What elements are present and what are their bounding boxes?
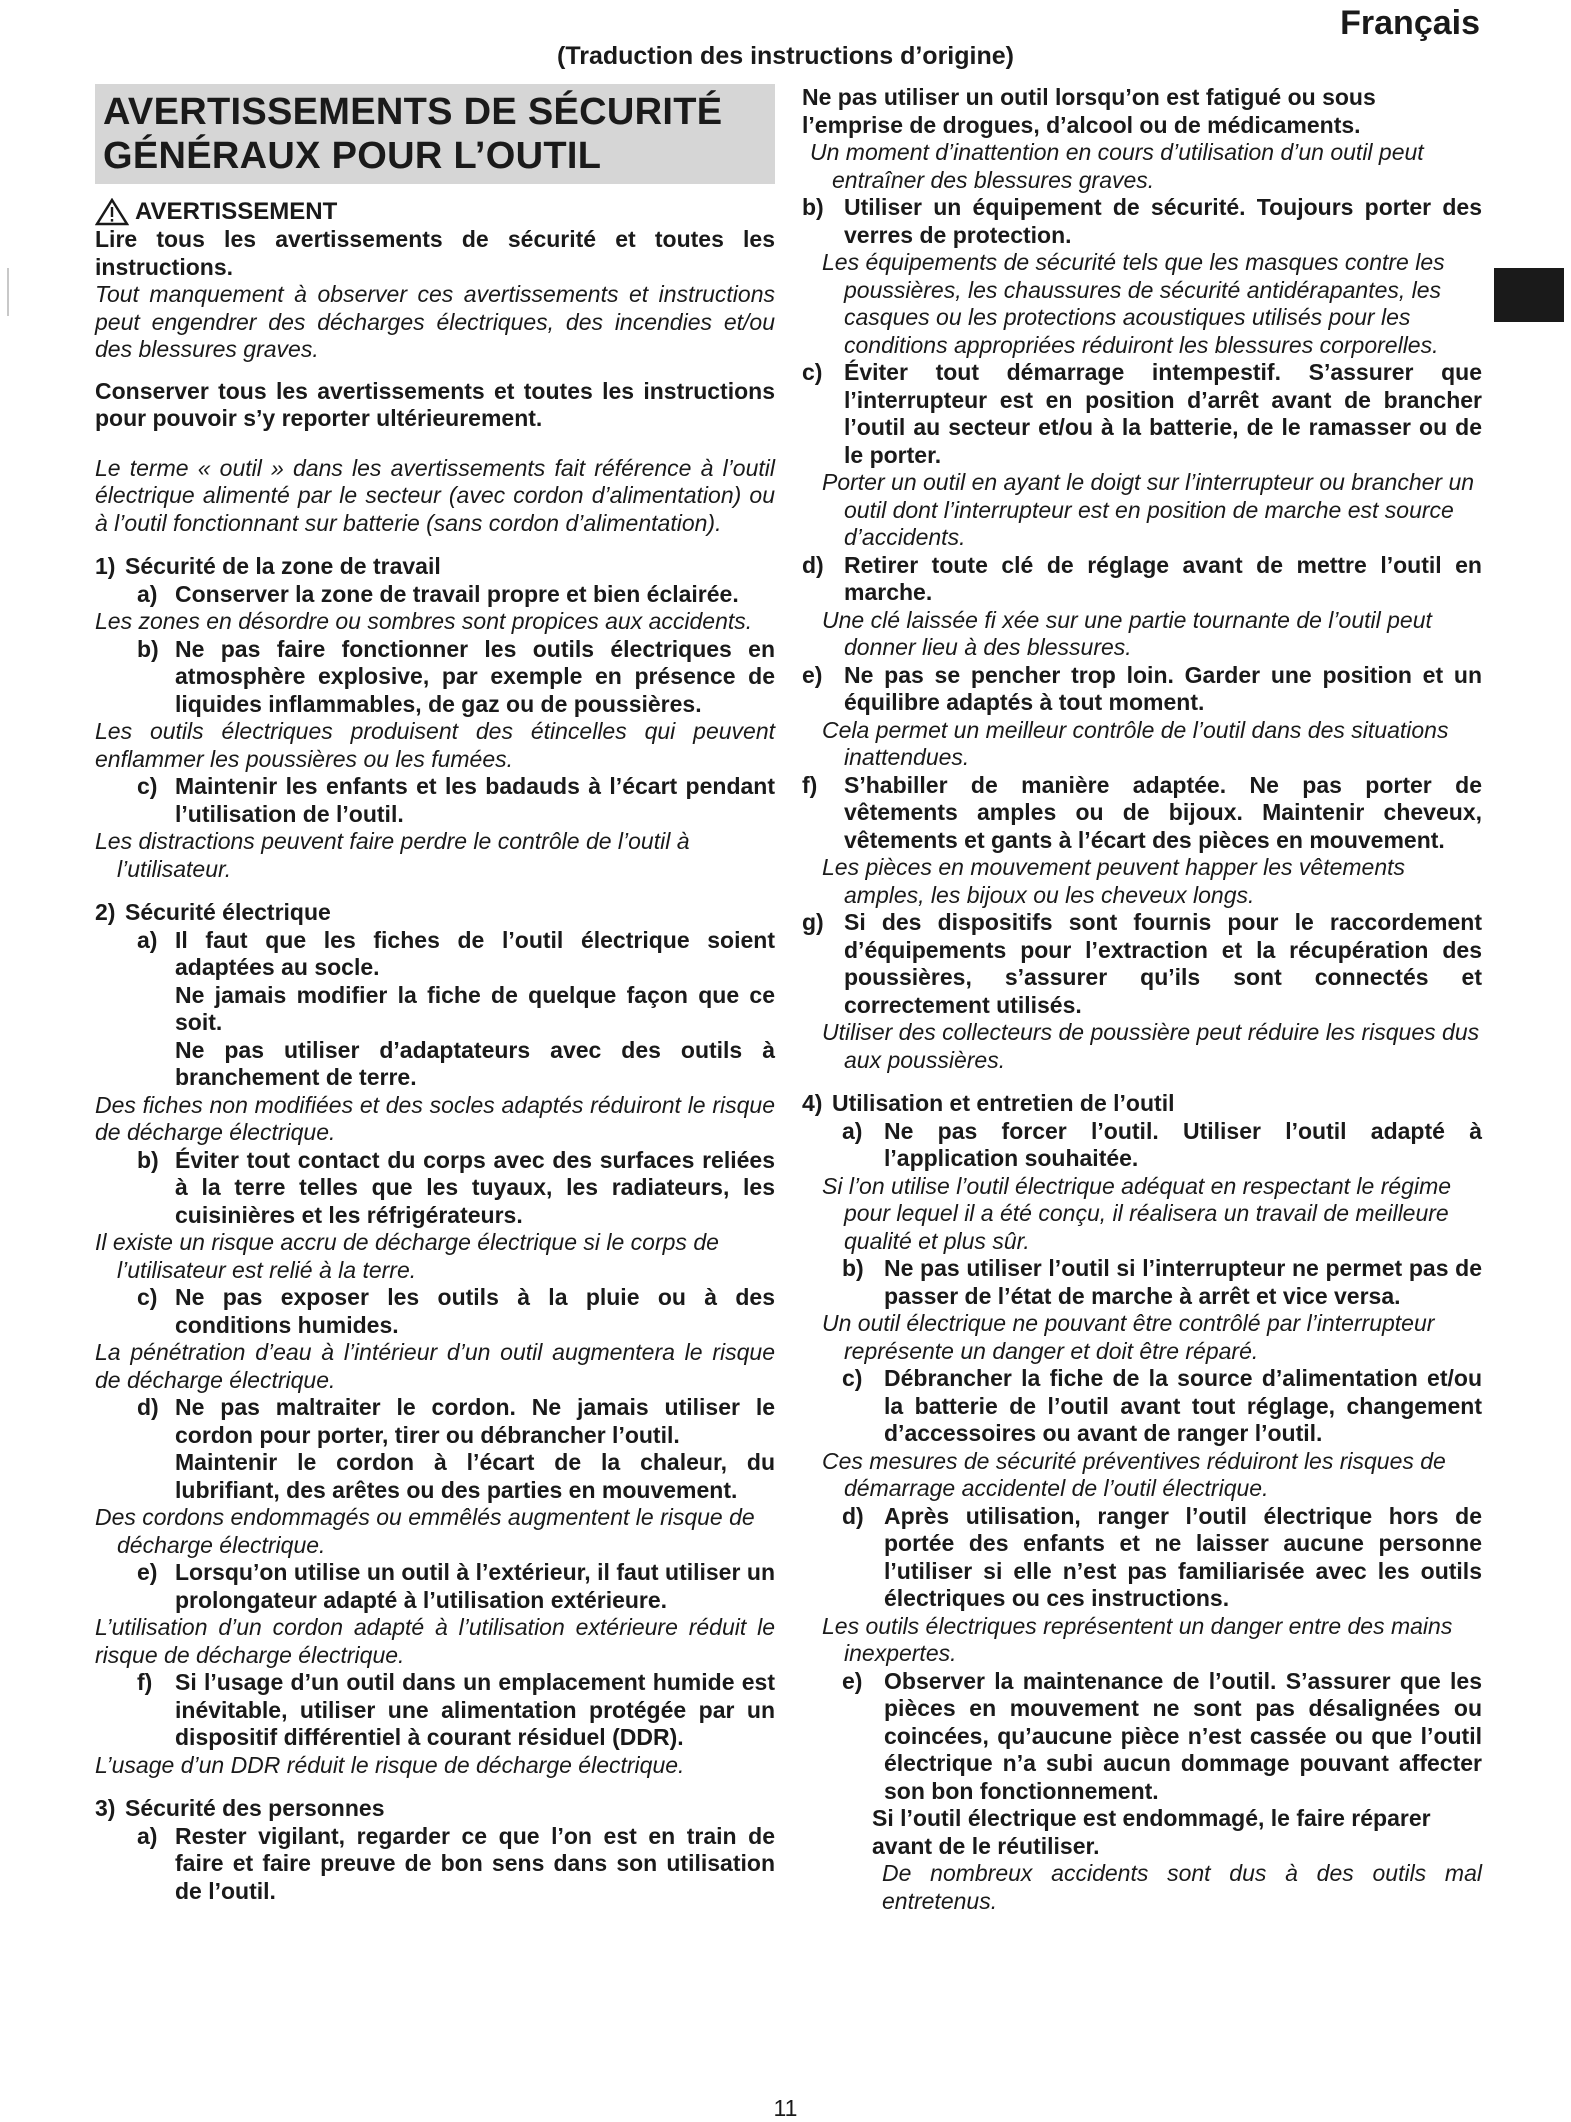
translation-subtitle: (Traduction des instructions d’origine): [557, 42, 1014, 70]
item-2f: f) Si l’usage d’un outil dans un emplacement humide est inévitable, utiliser une alimentation protégée par un dispositif différentiel à courant résiduel (DDR).: [137, 1669, 775, 1750]
item-2a-explanation: Des fiches non modifiées et des socles adaptés réduiront le risque de décharge électrique.: [95, 1091, 775, 1145]
item-4c: c) Débrancher la fiche de la source d’alimentation et/ou la batterie de l’outil avant tout réglage, changement d’accessoires ou avant de ranger l’outil.: [842, 1365, 1482, 1446]
item-4b: b) Ne pas utiliser l’outil si l’interrupteur ne permet pas de passer de l’état de marche à arrêt et vice versa.: [842, 1255, 1482, 1309]
item-4b-explanation: Un outil électrique ne pouvant être contrôlé par l’interrupteur représente un danger et doit être réparé.: [822, 1310, 1435, 1364]
item-3g: g) Si des dispositifs sont fournis pour le raccordement d’équipements pour l’extraction et la récupération des poussières, s’assurer qu’ils sont connectés et correctement utilisés.: [802, 909, 1482, 1018]
keep-instructions: Conserver tous les avertissements et toutes les instructions pour pouvoir s’y reporter ultérieurement.: [95, 377, 775, 431]
item-2d: d) Ne pas maltraiter le cordon. Ne jamais utiliser le cordon pour porter, tirer ou débrancher l’outil. Maintenir le cordon à l’écart de la chaleur, du lubrifiant, des arêtes ou des parties en mouvement.: [137, 1394, 775, 1503]
item-2a: a) Il faut que les fiches de l’outil électrique soient adaptées au socle. Ne jamais modifier la fiche de quelque façon que ce soit. Ne pas utiliser d’adaptateurs avec des outils à branchement de terre.: [137, 926, 775, 1090]
item-2b: b) Éviter tout contact du corps avec des surfaces reliées à la terre telles que les tuyaux, les radiateurs, les cuisinières et les réfrigérateurs.: [137, 1146, 775, 1228]
item-4e-repair: Si l’outil électrique est endommagé, le faire réparer avant de le réutiliser.: [872, 1805, 1431, 1859]
item-2b-explanation: Il existe un risque accru de décharge électrique si le corps de l’utilisateur est relié à la terre.: [95, 1229, 719, 1283]
read-all-instructions: Lire tous les avertissements de sécurité et toutes les instructions.: [95, 226, 775, 280]
margin-line: [7, 268, 9, 316]
item-3e-explanation: Cela permet un meilleur contrôle de l’outil dans des situations inattendues.: [822, 716, 1449, 770]
language-label: Français: [1340, 4, 1480, 42]
item-2f-explanation: L’usage d’un DDR réduit le risque de décharge électrique.: [95, 1751, 685, 1778]
section-1-heading: 1) Sécurité de la zone de travail: [95, 553, 441, 579]
item-3b: b) Utiliser un équipement de sécurité. Toujours porter des verres de protection.: [802, 194, 1482, 248]
item-1c-explanation: Les distractions peuvent faire perdre le contrôle de l’outil à l’utilisateur.: [95, 828, 690, 882]
item-2e: e) Lorsqu’on utilise un outil à l’extérieur, il faut utiliser un prolongateur adapté à l’utilisation extérieure.: [137, 1559, 775, 1613]
language-tab-marker: [1494, 268, 1564, 322]
item-1c: c) Maintenir les enfants et les badauds à l’écart pendant l’utilisation de l’outil.: [137, 773, 775, 827]
item-3f-explanation: Les pièces en mouvement peuvent happer les vêtements amples, les bijoux ou les cheveux longs.: [822, 854, 1406, 908]
page-number: 11: [773, 2095, 798, 2121]
term-definition: Le terme « outil » dans les avertissements fait référence à l’outil électrique alimenté par le secteur (avec cordon d’alimentation) ou à l’outil fonctionnant sur batterie (sans cordon d’alimentation).: [95, 454, 775, 536]
warning-heading: [95, 198, 775, 226]
item-3d: d) Retirer toute clé de réglage avant de mettre l’outil en marche.: [802, 551, 1482, 605]
item-3a: a) Rester vigilant, regarder ce que l’on est en train de faire et faire preuve de bon sens dans son utilisation de l’outil.: [137, 1822, 775, 1904]
item-2e-explanation: L’utilisation d’un cordon adapté à l’utilisation extérieure réduit le risque de décharge électrique.: [95, 1614, 775, 1668]
item-1b-explanation: Les outils électriques produisent des étincelles qui peuvent enflammer les poussières ou les fumées.: [95, 718, 775, 772]
item-1b: b) Ne pas faire fonctionner les outils électriques en atmosphère explosive, par exemple en présence de liquides inflammables, de gaz ou de poussières.: [137, 635, 775, 717]
item-3f: f) S’habiller de manière adaptée. Ne pas porter de vêtements amples ou de bijoux. Maintenir cheveux, vêtements et gants à l’écart des pièces en mouvement.: [802, 771, 1482, 853]
item-4d: d) Après utilisation, ranger l’outil électrique hors de portée des enfants et ne laisser aucune personne l’utiliser si elle n’est pas familiarisée avec les outils électriques ou ces instructions.: [842, 1502, 1482, 1611]
item-2c-explanation: La pénétration d’eau à l’intérieur d’un outil augmentera le risque de décharge électrique.: [95, 1339, 775, 1393]
item-4a-explanation: Si l’on utilise l’outil électrique adéquat en respectant le régime pour lequel il a été conçu, il réalisera un travail de meilleure qualité et plus sûr.: [822, 1172, 1452, 1254]
item-3c-explanation: Porter un outil en ayant le doigt sur l’interrupteur ou brancher un outil dont l’interrupteur est en position de marche est source d’accidents.: [822, 469, 1475, 550]
item-3c: c) Éviter tout démarrage intempestif. S’assurer que l’interrupteur est en position d’arrêt avant de brancher l’outil au secteur et/ou à la batterie, de le ramasser ou de le porter.: [802, 359, 1482, 468]
left-column: [95, 84, 775, 1905]
item-1a: a) Conserver la zone de travail propre et bien éclairée.: [137, 580, 739, 607]
item-4d-explanation: Les outils électriques représentent un danger entre des mains inexpertes.: [822, 1612, 1453, 1666]
item-3d-explanation: Une clé laissée fi xée sur une partie tournante de l’outil peut donner lieu à des blessures.: [822, 606, 1432, 660]
section-2-heading: 2) Sécurité électrique: [95, 899, 331, 925]
item-4c-explanation: Ces mesures de sécurité préventives réduiront les risques de démarrage accidentel de l’outil électrique.: [822, 1447, 1446, 1501]
item-4a: a) Ne pas forcer l’outil. Utiliser l’outil adapté à l’application souhaitée.: [842, 1117, 1482, 1171]
item-4e-explanation: De nombreux accidents sont dus à des outils mal entretenus.: [882, 1860, 1482, 1914]
item-1a-explanation: Les zones en désordre ou sombres sont propices aux accidents.: [95, 608, 753, 634]
section-3-heading: 3) Sécurité des personnes: [95, 1795, 385, 1821]
warning-consequence: Tout manquement à observer ces avertissements et instructions peut engendrer des décharges électriques, des incendies et/ou des blessures graves.: [95, 281, 775, 362]
right-column: [802, 84, 1482, 1915]
item-3g-explanation: Utiliser des collecteurs de poussière peut réduire les risques dus aux poussières.: [822, 1019, 1480, 1073]
item-4e: e) Observer la maintenance de l’outil. S’assurer que les pièces en mouvement ne sont pas désalignées ou coincées, qu’aucune pièce n’est cassée ou que l’outil électrique n’a subi aucun dommage pouvant affecter son bon fonctionnement.: [842, 1667, 1482, 1804]
item-3a-explanation: Un moment d’inattention en cours d’utilisation d’un outil peut entraîner des blessures graves.: [810, 139, 1424, 193]
item-3e: e) Ne pas se pencher trop loin. Garder une position et un équilibre adaptés à tout moment.: [802, 661, 1482, 715]
page-title: AVERTISSEMENTS DE SÉCURITÉ GÉNÉRAUX POUR L’OUTIL: [95, 84, 775, 184]
item-2c: c) Ne pas exposer les outils à la pluie ou à des conditions humides.: [137, 1284, 775, 1338]
item-3b-explanation: Les équipements de sécurité tels que les masques contre les poussières, les chaussures de sécurité antidérapantes, les casques ou les protections acoustiques utilisés pour les conditions appropriées réduiront les blessures corporelles.: [822, 249, 1445, 358]
warning-triangle-icon: [95, 198, 129, 226]
warning-label: AVERTISSEMENT: [135, 198, 338, 226]
item-2d-explanation: Des cordons endommagés ou emmêlés augmentent le risque de décharge électrique.: [95, 1504, 755, 1558]
item-3a-continued: Ne pas utiliser un outil lorsqu’on est fatigué ou sous l’emprise de drogues, d’alcool ou de médicaments.: [802, 84, 1376, 138]
section-4-heading: 4) Utilisation et entretien de l’outil: [802, 1090, 1175, 1116]
